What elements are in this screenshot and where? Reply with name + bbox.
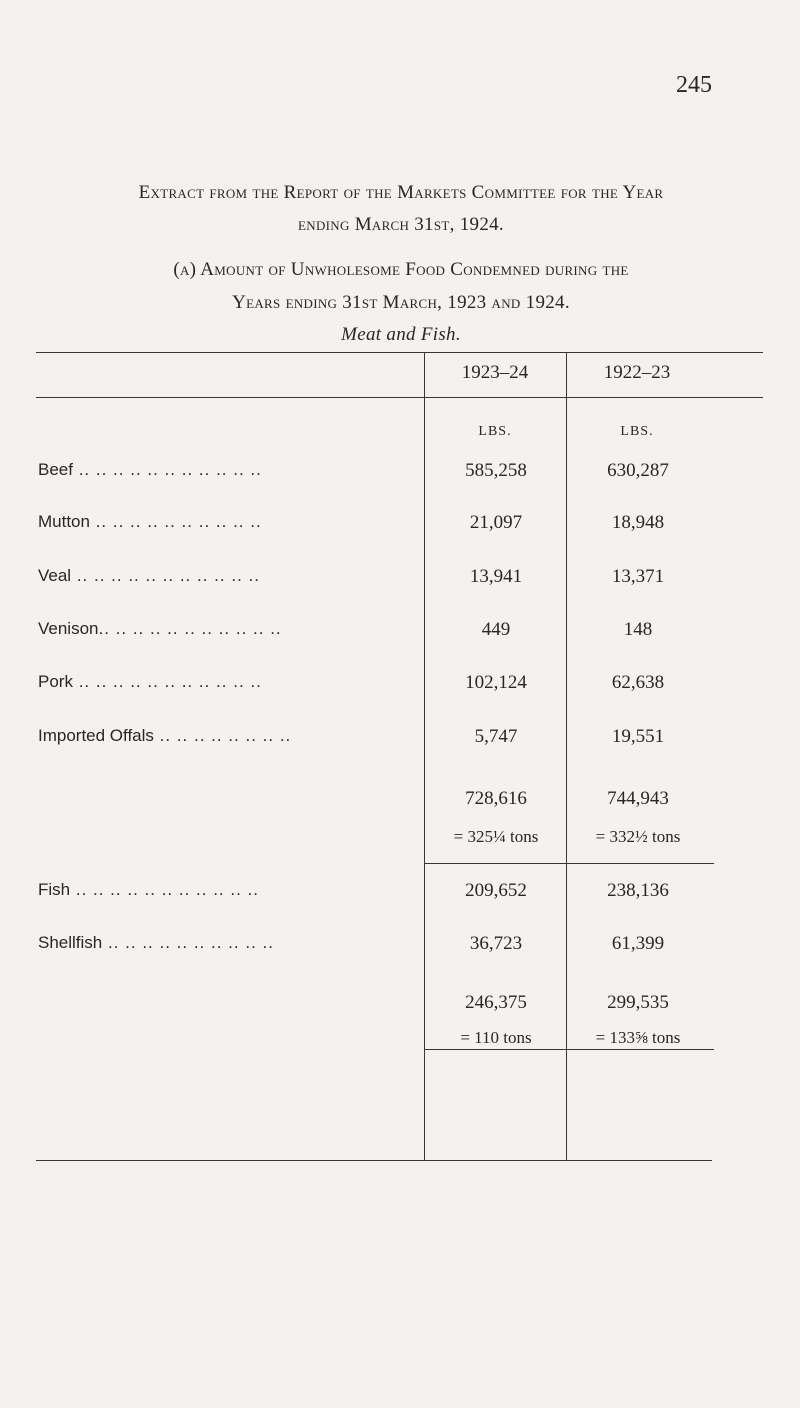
- value-beef-1922-23: 630,287: [607, 460, 669, 481]
- page-number: 245: [676, 72, 712, 98]
- row-label-venison: Venison: [38, 619, 99, 638]
- leader-dots: .. .. .. .. .. .. .. .. .. .. ..: [98, 619, 282, 638]
- table-top-rule: [36, 352, 763, 353]
- value-mutton-1922-23: 18,948: [611, 512, 665, 533]
- value-pork-1922-23: 62,638: [611, 672, 665, 693]
- unit-label-1: LBS.: [478, 424, 512, 439]
- fish-total-1923-24: 246,375: [465, 992, 527, 1013]
- meat-subtotal-rule: [424, 863, 714, 864]
- value-fish-1923-24: 209,652: [465, 880, 527, 901]
- value-imported-offals-1923-24: 5,747: [474, 726, 518, 747]
- value-veal-1922-23: 13,371: [611, 566, 665, 587]
- fish-total-tons-1922-23: = 133⅝ tons: [595, 1028, 681, 1047]
- meat-total-tons-1923-24: = 325¼ tons: [453, 827, 539, 846]
- heading-line-1: Extract from the Report of the Markets Committee for the Year: [138, 182, 664, 203]
- heading-line-3: (a) Amount of Unwholesome Food Condemned during the: [173, 259, 629, 280]
- value-imported-offals-1922-23: 19,551: [611, 726, 665, 747]
- leader-dots: .. .. .. .. .. .. .. .. .. .. ..: [71, 566, 260, 585]
- heading-line-2: ending March 31st, 1924.: [298, 214, 504, 235]
- value-shellfish-1922-23: 61,399: [611, 933, 665, 954]
- leader-dots: .. .. .. .. .. .. .. ..: [153, 726, 292, 745]
- row-label-shellfish: Shellfish: [38, 933, 103, 952]
- column-divider-1: [424, 352, 425, 1160]
- value-veal-1923-24: 13,941: [469, 566, 523, 587]
- meat-total-tons-1922-23: = 332½ tons: [595, 827, 681, 846]
- leader-dots: .. .. .. .. .. .. .. .. .. ..: [102, 933, 274, 952]
- header-bottom-rule: [36, 397, 763, 398]
- leader-dots: .. .. .. .. .. .. .. .. .. .. ..: [72, 460, 262, 479]
- meat-total-1922-23: 744,943: [607, 788, 669, 809]
- row-label-imported-offals: Imported Offals: [38, 726, 154, 745]
- fish-total-1922-23: 299,535: [607, 992, 669, 1013]
- leader-dots: .. .. .. .. .. .. .. .. .. .. ..: [72, 672, 262, 691]
- fish-subtotal-rule: [424, 1049, 714, 1050]
- row-label-veal: Veal: [38, 566, 72, 585]
- heading-line-4: Years ending 31st March, 1923 and 1924.: [232, 292, 570, 313]
- leader-dots: .. .. .. .. .. .. .. .. .. .. ..: [70, 880, 259, 899]
- table-subtitle: Meat and Fish.: [341, 324, 461, 345]
- table-bottom-rule: [36, 1160, 712, 1161]
- column-header-1923-24: 1923–24: [461, 362, 529, 383]
- value-fish-1922-23: 238,136: [607, 880, 669, 901]
- value-beef-1923-24: 585,258: [465, 460, 527, 481]
- leader-dots: .. .. .. .. .. .. .. .. .. ..: [89, 512, 262, 531]
- meat-total-1923-24: 728,616: [465, 788, 527, 809]
- row-label-pork: Pork: [38, 672, 73, 691]
- fish-total-tons-1923-24: = 110 tons: [460, 1028, 532, 1047]
- row-label-mutton: Mutton: [38, 512, 90, 531]
- value-venison-1922-23: 148: [623, 619, 653, 640]
- value-mutton-1923-24: 21,097: [469, 512, 523, 533]
- unit-label-2: LBS.: [620, 424, 654, 439]
- column-divider-2: [566, 352, 567, 1160]
- value-pork-1923-24: 102,124: [465, 672, 527, 693]
- row-label-beef: Beef: [38, 460, 73, 479]
- column-header-1922-23: 1922–23: [603, 362, 671, 383]
- value-shellfish-1923-24: 36,723: [469, 933, 523, 954]
- value-venison-1923-24: 449: [481, 619, 511, 640]
- row-label-fish: Fish: [38, 880, 71, 899]
